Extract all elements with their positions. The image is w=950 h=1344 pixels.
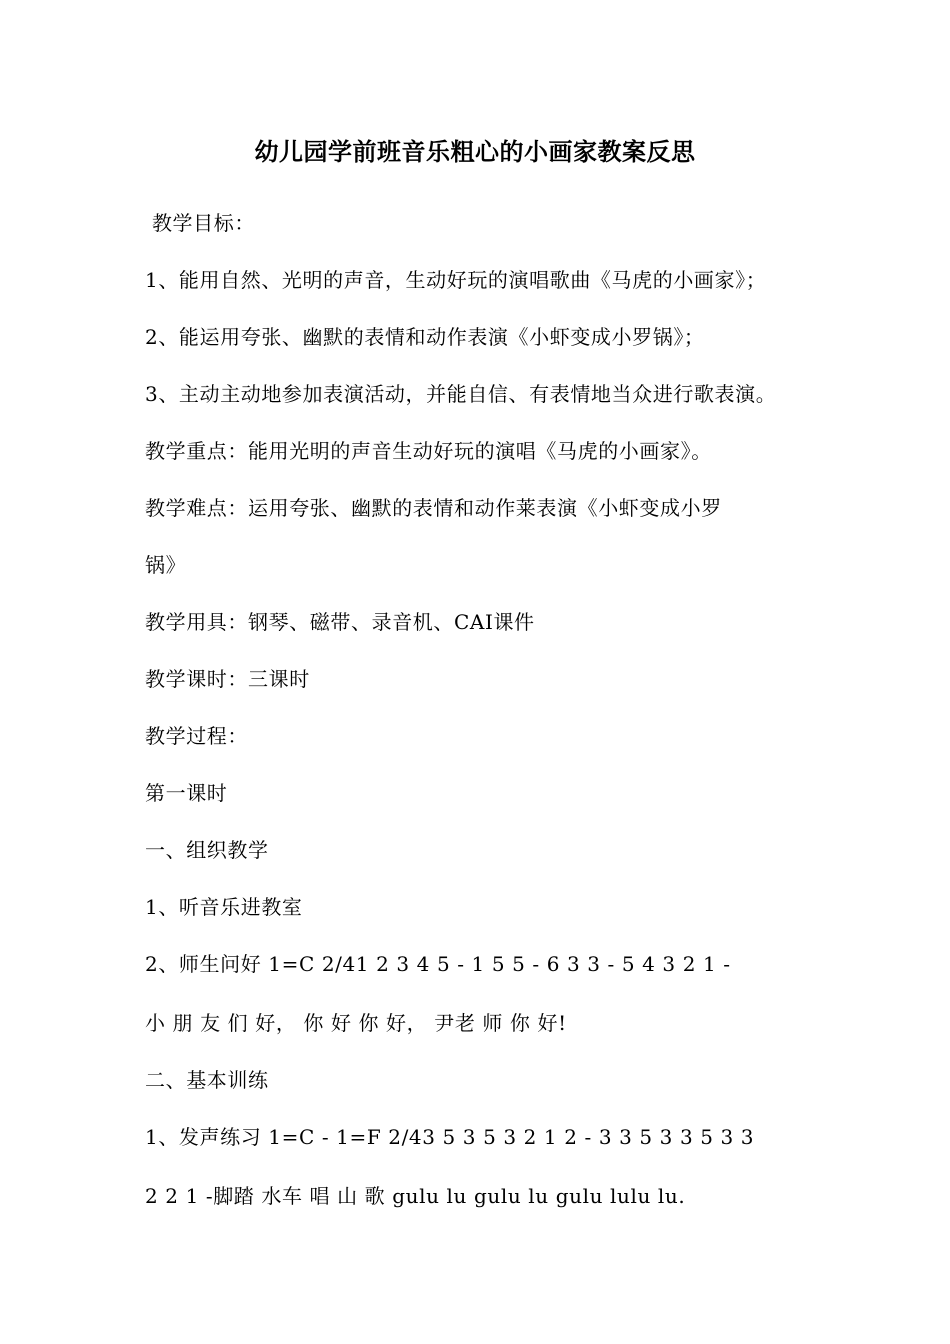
difficult-point-continued: 锅》 (145, 553, 187, 577)
document-title: 幼儿园学前班音乐粗心的小画家教案反思 (254, 137, 696, 166)
step-enter-classroom: 1、听音乐进教室 (145, 895, 303, 919)
key-point: 教学重点：能用光明的声音生动好玩的演唱《马虎的小画家》。 (145, 439, 712, 463)
teaching-process-heading: 教学过程： (145, 724, 248, 748)
step-greeting-notation: 2、师生问好 1=C 2/41 2 3 4 5 - 1 5 5 - 6 3 3 - 5 4 3 2 1 - (145, 952, 731, 976)
goal-item-2: 2、能运用夸张、幽默的表情和动作表演《小虾变成小罗锅》； (145, 325, 705, 349)
section-organize-teaching: 一、组织教学 (145, 838, 269, 862)
teaching-tools: 教学用具：钢琴、磁带、录音机、CAI课件 (145, 610, 535, 634)
vocal-exercise-lyrics: 2 2 1 -脚踏 水车 唱 山 歌 gulu lu gulu lu gulu lulu lu. (145, 1184, 686, 1208)
teaching-goals-heading: 教学目标： (145, 211, 255, 235)
greeting-lyrics: 小 朋 友 们 好， 你 好 你 好， 尹老 师 你 好! (145, 1011, 567, 1035)
goal-item-1: 1、能用自然、光明的声音，生动好玩的演唱歌曲《马虎的小画家》； (145, 268, 767, 292)
section-basic-training: 二、基本训练 (145, 1068, 269, 1092)
teaching-hours: 教学课时：三课时 (145, 667, 310, 691)
difficult-point: 教学难点：运用夸张、幽默的表情和动作莱表演《小虾变成小罗 (145, 496, 722, 520)
vocal-exercise-notation: 1、发声练习 1=C - 1=F 2/43 5 3 5 3 2 1 2 - 3 3 5 3 3 5 3 3 (145, 1125, 755, 1149)
first-lesson-heading: 第一课时 (145, 781, 228, 805)
goal-item-3: 3、主动主动地参加表演活动，并能自信、有表情地当众进行歌表演。 (145, 382, 777, 406)
